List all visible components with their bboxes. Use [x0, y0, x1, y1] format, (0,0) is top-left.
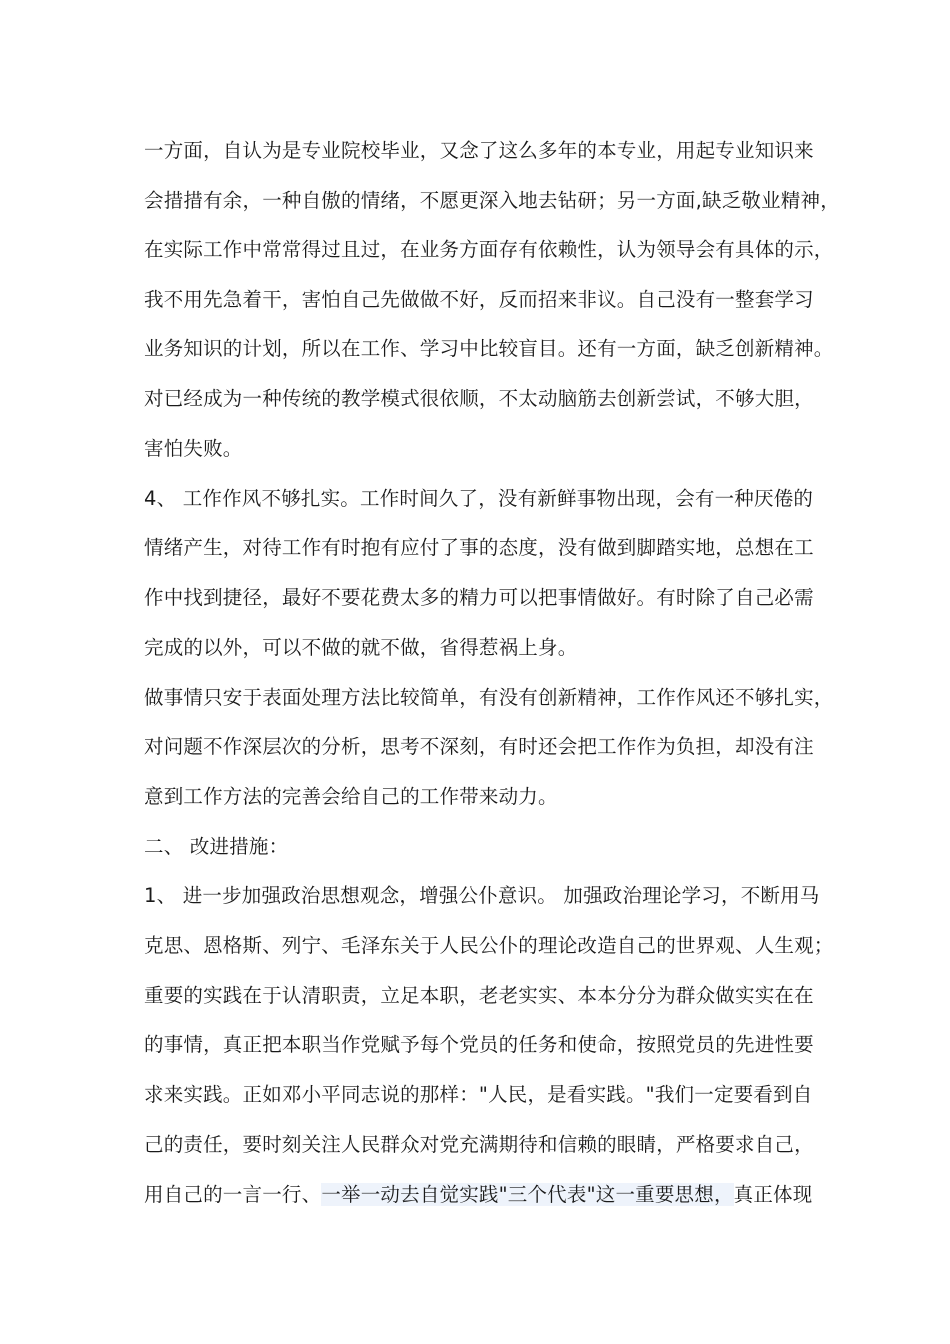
text-line: 对问题不作深层次的分析，思考不深刻，有时还会把工作作为负担，却没有注 [144, 735, 814, 758]
highlighted-text: 一举一动去自觉实践"三个代表"这一重要思想， [321, 1183, 734, 1206]
text-line: 在实际工作中常常得过且过，在业务方面存有依赖性，认为领导会有具体的示， [144, 238, 834, 261]
text-line: 的事情，真正把本职当作党赋予每个党员的任务和使命，按照党员的先进性要 [144, 1033, 814, 1056]
text-line [144, 1183, 812, 1207]
text-line: 会措措有余，一种自傲的情绪，不愿更深入地去钻研；另一方面,缺乏敬业精神， [144, 189, 840, 212]
text-line: 作中找到捷径，最好不要花费太多的精力可以把事情做好。有时除了自己必需 [144, 586, 814, 609]
text-line: 我不用先急着干，害怕自己先做做不好，反而招来非议。自己没有一整套学习 [144, 288, 814, 311]
text-line: 业务知识的计划，所以在工作、学习中比较盲目。还有一方面，缺乏创新精神。 [144, 337, 834, 360]
text-line: 克思、恩格斯、列宁、毛泽东关于人民公仆的理论改造自己的世界观、人生观； [144, 934, 834, 957]
text-line: 求来实践。正如邓小平同志说的那样："人民，是看实践。"我们一定要看到自 [144, 1083, 813, 1106]
text-line: 对已经成为一种传统的教学模式很依顺，不太动脑筋去创新尝试，不够大胆， [144, 387, 814, 410]
text-segment: 真正体现 [733, 1183, 813, 1206]
text-line: 害怕失败。 [144, 437, 243, 460]
text-line: 一方面，自认为是专业院校毕业，又念了这么多年的本专业，用起专业知识来 [144, 139, 814, 162]
text-line: 做事情只安于表面处理方法比较简单，有没有创新精神，工作作风还不够扎实， [144, 686, 834, 709]
text-line: 完成的以外，可以不做的就不做，省得惹祸上身。 [144, 636, 578, 659]
text-line: 重要的实践在于认清职责，立足本职，老老实实、本本分分为群众做实实在在 [144, 984, 814, 1007]
text-line: 意到工作方法的完善会给自己的工作带来动力。 [144, 785, 558, 808]
section-heading: 二、 改进措施： [144, 835, 289, 858]
text-line: 情绪产生，对待工作有时抱有应付了事的态度，没有做到脚踏实地，总想在工 [144, 536, 814, 559]
text-segment: 用自己的一言一行、 [144, 1183, 322, 1206]
list-item-heading: 4、 工作作风不够扎实。工作时间久了，没有新鲜事物出现，会有一种厌倦的 [144, 487, 814, 510]
list-item-heading: 1、 进一步加强政治思想观念，增强公仆意识。 加强政治理论学习，不断用马 [144, 884, 820, 907]
text-line: 己的责任，要时刻关注人民群众对党充满期待和信赖的眼睛，严格要求自己， [144, 1133, 814, 1156]
